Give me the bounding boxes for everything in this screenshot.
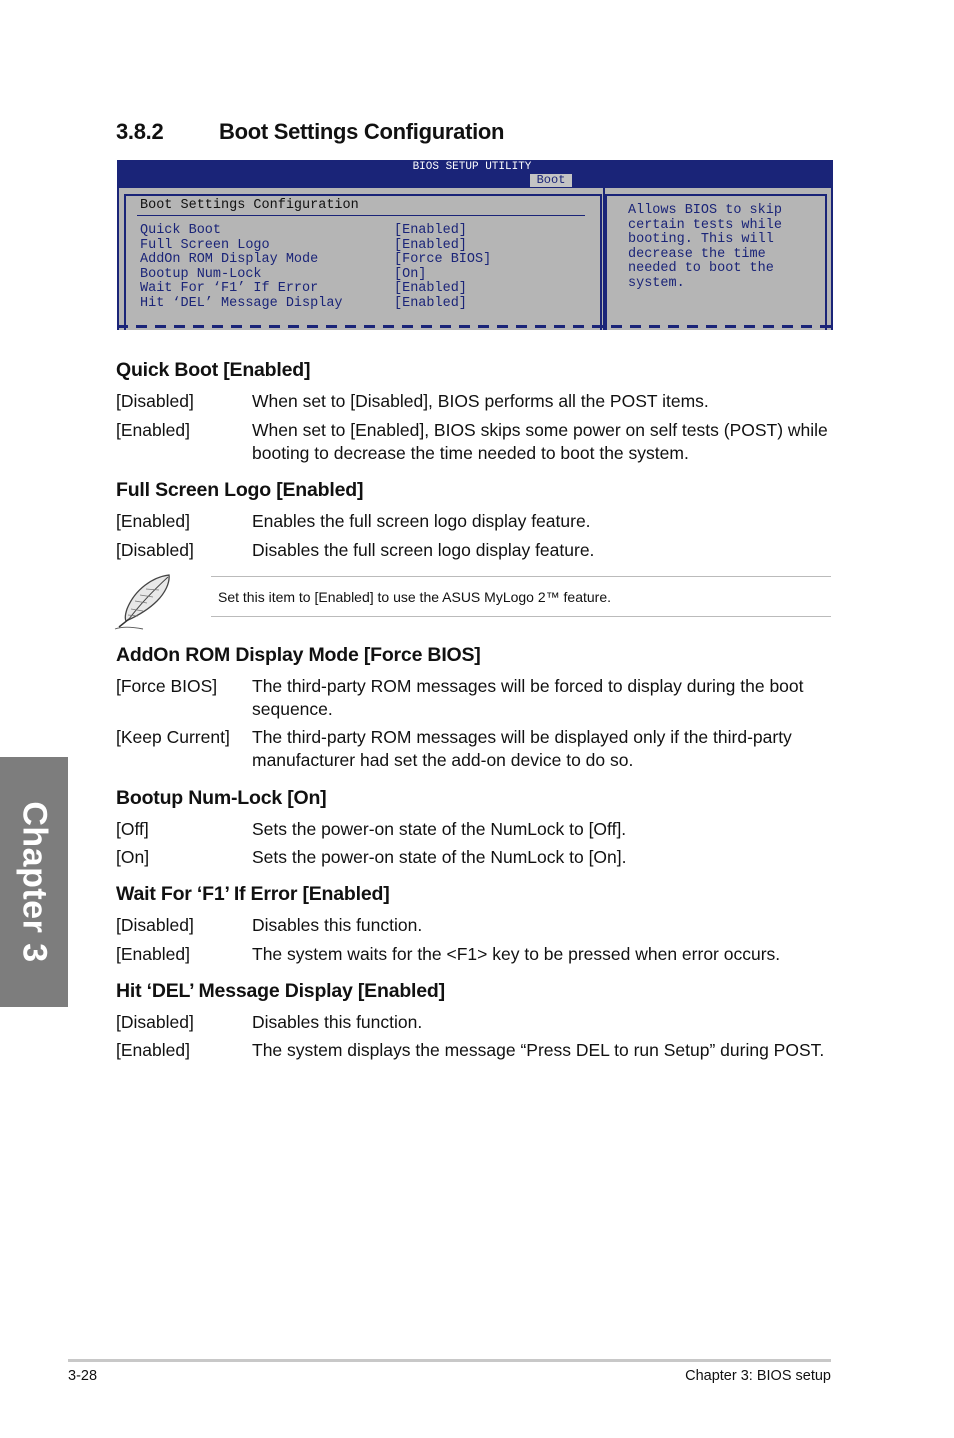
bios-setting-value: [Force BIOS] [394, 252, 492, 267]
option-key: [Disabled] [116, 915, 194, 935]
bios-setting-row[interactable] [140, 282, 600, 297]
bios-heading-rule [137, 215, 585, 216]
bios-setting-row[interactable] [140, 297, 600, 312]
section-number: 3.8.2 [116, 119, 164, 144]
bios-setting-row[interactable] [140, 268, 600, 283]
option-desc: Disables this function. [252, 1012, 423, 1032]
option-key: [Keep Current] [116, 727, 230, 747]
bios-setting-row[interactable] [140, 253, 600, 268]
bios-help-line: booting. This will [628, 232, 774, 247]
bios-header-bar [117, 160, 833, 188]
bios-setting-row[interactable] [140, 224, 600, 239]
option-desc: The third-party ROM messages will be forced to display during the boot sequence. [252, 676, 804, 719]
feather-note-icon [113, 571, 175, 631]
heading-full-screen-logo: Full Screen Logo [Enabled] [116, 479, 364, 501]
footer-chapter-title: Chapter 3: BIOS setup [685, 1368, 831, 1384]
bios-help-line: needed to boot the [628, 261, 774, 276]
option-key: [Force BIOS] [116, 676, 218, 696]
bios-setting-label: Quick Boot [140, 223, 222, 238]
option-desc: When set to [Enabled], BIOS skips some power on self tests (POST) while booting to decrease the time needed to boot the system. [252, 420, 828, 463]
bios-help-text [628, 204, 818, 291]
note-rule-top [211, 576, 831, 577]
heading-quick-boot: Quick Boot [Enabled] [116, 359, 311, 381]
chapter-side-tab [0, 757, 68, 1007]
heading-bootup-numlock: Bootup Num-Lock [On] [116, 787, 327, 809]
bios-screenshot [117, 160, 833, 330]
bios-border-right [831, 188, 833, 330]
bios-setting-value: [Enabled] [394, 237, 467, 253]
option-desc: Disables the full screen logo display feature. [252, 540, 595, 560]
heading-wait-f1: Wait For ‘F1’ If Error [Enabled] [116, 883, 390, 905]
heading-hit-del: Hit ‘DEL’ Message Display [Enabled] [116, 980, 445, 1002]
bios-tab-boot[interactable]: Boot [530, 174, 572, 187]
option-desc: Enables the full screen logo display feature. [252, 511, 591, 531]
bios-settings-list [140, 224, 600, 311]
bios-help-line: decrease the time [628, 246, 766, 262]
option-desc: Sets the power-on state of the NumLock to [Off]. [252, 819, 627, 839]
bios-help-line: certain tests while [628, 217, 782, 233]
footer-rule [68, 1359, 831, 1362]
section-title-text: Boot Settings Configuration [219, 119, 505, 144]
option-key: [Disabled] [116, 540, 194, 560]
option-key: [On] [116, 847, 150, 867]
bios-setting-row[interactable] [140, 239, 600, 254]
bios-dashed-bottom [117, 325, 833, 328]
note-text: Set this item to [Enabled] to use the ASUS MyLogo 2™ feature. [218, 589, 611, 605]
option-key: [Enabled] [116, 1040, 190, 1060]
option-key: [Disabled] [116, 391, 194, 411]
heading-addon-rom: AddOn ROM Display Mode [Force BIOS] [116, 644, 481, 666]
bios-setting-value: [On] [394, 266, 427, 282]
bios-panel-heading: Boot Settings Configuration [140, 198, 359, 213]
bios-help-line: system. [628, 275, 685, 291]
bios-help-line: Allows BIOS to skip [628, 203, 782, 218]
bios-setting-label: AddOn ROM Display Mode [140, 252, 319, 267]
option-key: [Enabled] [116, 511, 190, 531]
section-title [116, 119, 504, 145]
bios-setting-value: [Enabled] [394, 281, 467, 296]
note-rule-bottom [211, 616, 831, 617]
bios-setting-label: Full Screen Logo [140, 237, 270, 253]
option-key: [Disabled] [116, 1012, 194, 1032]
option-desc: Disables this function. [252, 915, 423, 935]
option-key: [Off] [116, 819, 149, 839]
bios-setting-label: Wait For ‘F1’ If Error [140, 281, 319, 296]
option-desc: When set to [Disabled], BIOS performs all the POST items. [252, 391, 709, 411]
footer-page-number: 3-28 [68, 1368, 98, 1384]
bios-setting-value: [Enabled] [394, 295, 467, 311]
bios-setting-label: Bootup Num-Lock [140, 266, 262, 282]
option-desc: The system displays the message “Press DEL to run Setup” during POST. [252, 1040, 825, 1060]
bios-setting-label: Hit ‘DEL’ Message Display [140, 295, 343, 311]
option-key: [Enabled] [116, 420, 190, 440]
option-desc: Sets the power-on state of the NumLock to [On]. [252, 847, 627, 867]
bios-border-left [117, 188, 119, 330]
option-desc: The system waits for the <F1> key to be pressed when error occurs. [252, 944, 781, 964]
bios-title: BIOS SETUP UTILITY [412, 161, 532, 173]
option-desc: The third-party ROM messages will be displayed only if the third-party manufacturer had set the add-on device to do so. [252, 727, 792, 770]
chapter-side-tab-label: Chapter 3 [15, 801, 54, 963]
bios-setting-value: [Enabled] [394, 223, 467, 238]
option-key: [Enabled] [116, 944, 190, 964]
